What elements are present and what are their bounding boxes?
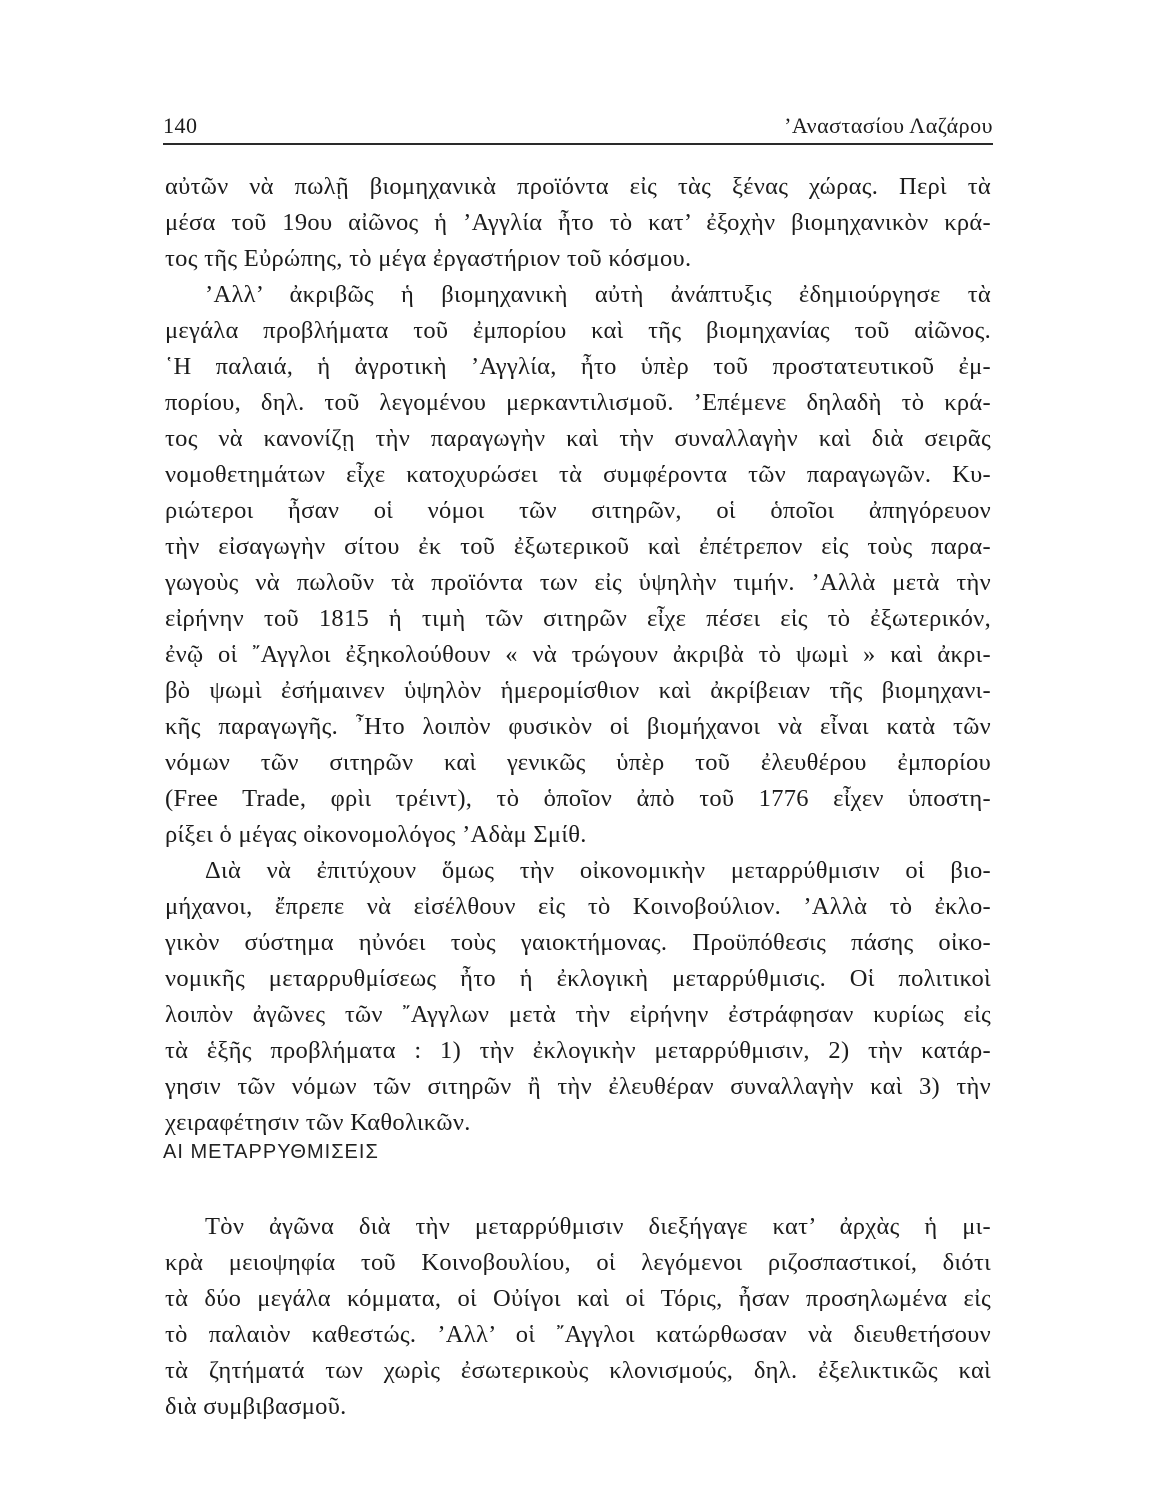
text-line: Διὰ νὰ ἐπιτύχουν ὅμως τὴν οἰκονομικὴν μεταρρύθμισιν οἱ βιο- — [205, 857, 991, 884]
text-line: ἐνῷ οἱ ῎Αγγλοι ἐξηκολούθουν « νὰ τρώγουν ἀκριβὰ τὸ ψωμὶ » καὶ ἀκρι- — [165, 641, 991, 668]
text-line: νομικῆς μεταρρυθμίσεως ἦτο ἡ ἐκλογικὴ μεταρρύθμισις. Οἱ πολιτικοὶ — [165, 965, 991, 992]
text-line: μήχανοι, ἔπρεπε νὰ εἰσέλθουν εἰς τὸ Κοινοβούλιον. ’Αλλὰ τὸ ἐκλο- — [165, 893, 991, 920]
text-line: χειραφέτησιν τῶν Καθολικῶν. — [165, 1109, 471, 1136]
running-head — [163, 113, 993, 143]
text-line: ῾Η παλαιά, ἡ ἀγροτικὴ ’Αγγλία, ἦτο ὑπὲρ τοῦ προστατευτικοῦ ἐμ- — [165, 353, 991, 380]
text-line: μέσα τοῦ 19ου αἰῶνος ἡ ’Αγγλία ἦτο τὸ κατ’ ἐξοχὴν βιομηχανικὸν κρά- — [165, 209, 991, 236]
text-line: βὸ ψωμὶ ἐσήμαινεν ὑψηλὸν ἡμερομίσθιον καὶ ἀκρίβειαν τῆς βιομηχανι- — [165, 677, 991, 704]
text-line: Τὸν ἀγῶνα διὰ τὴν μεταρρύθμισιν διεξήγαγε κατ’ ἀρχὰς ἡ μι- — [205, 1213, 991, 1240]
text-line: νόμων τῶν σιτηρῶν καὶ γενικῶς ὑπὲρ τοῦ ἐλευθέρου ἐμπορίου — [165, 749, 991, 776]
text-line: τος τῆς Εὐρώπης, τὸ μέγα ἐργαστήριον τοῦ κόσμου. — [165, 245, 692, 272]
text-line: εἰρήνην τοῦ 1815 ἡ τιμὴ τῶν σιτηρῶν εἶχε πέσει εἰς τὸ ἐξωτερικόν, — [165, 605, 991, 632]
header-rule — [163, 143, 993, 145]
text-line: γικὸν σύστημα ηὐνόει τοὺς γαιοκτήμονας. Προϋπόθεσις πάσης οἰκο- — [165, 929, 991, 956]
running-title: ’Αναστασίου Λαζάρου — [784, 113, 993, 138]
page-number: 140 — [163, 113, 198, 138]
text-line: τὰ δύο μεγάλα κόμματα, οἱ Οὐίγοι καὶ οἱ Τόρις, ἦσαν προσηλωμένα εἰς — [165, 1285, 991, 1312]
section-heading: ΑΙ ΜΕΤΑΡΡΥΘΜΙΣΕΙΣ — [163, 1141, 379, 1163]
text-line: διὰ συμβιβασμοῦ. — [165, 1393, 347, 1420]
text-line: τὸ παλαιὸν καθεστώς. ’Αλλ’ οἱ ῎Αγγλοι κατώρθωσαν νὰ διευθετήσουν — [165, 1321, 991, 1348]
text-line: τὰ ζητήματά των χωρὶς ἐσωτερικοὺς κλονισμούς, δηλ. ἐξελικτικῶς καὶ — [165, 1357, 991, 1384]
text-line: ρίξει ὁ μέγας οἰκονομολόγος ’Αδὰμ Σμίθ. — [165, 821, 587, 848]
text-line: λοιπὸν ἀγῶνες τῶν ῎Αγγλων μετὰ τὴν εἰρήνην ἐστράφησαν κυρίως εἰς — [165, 1001, 991, 1028]
text-line: τὰ ἑξῆς προβλήματα : 1) τὴν ἐκλογικὴν μεταρρύθμισιν, 2) τὴν κατάρ- — [165, 1037, 991, 1064]
text-line: γωγοὺς νὰ πωλοῦν τὰ προϊόντα των εἰς ὑψηλὴν τιμήν. ’Αλλὰ μετὰ τὴν — [165, 569, 991, 596]
text-line: ριώτεροι ἦσαν οἱ νόμοι τῶν σιτηρῶν, οἱ ὁποῖοι ἀπηγόρευον — [165, 497, 991, 524]
text-line: κρὰ μειοψηφία τοῦ Κοινοβουλίου, οἱ λεγόμενοι ριζοσπαστικοί, διότι — [165, 1249, 991, 1276]
text-line: αὐτῶν νὰ πωλῇ βιομηχανικὰ προϊόντα εἰς τὰς ξένας χώρας. Περὶ τὰ — [165, 173, 991, 200]
text-line: κῆς παραγωγῆς. ῏Ητο λοιπὸν φυσικὸν οἱ βιομήχανοι νὰ εἶναι κατὰ τῶν — [165, 713, 991, 740]
text-line: πορίου, δηλ. τοῦ λεγομένου μερκαντιλισμοῦ. ’Επέμενε δηλαδὴ τὸ κρά- — [165, 389, 991, 416]
text-line: τος νὰ κανονίζῃ τὴν παραγωγὴν καὶ τὴν συναλλαγὴν καὶ διὰ σειρᾶς — [165, 425, 991, 452]
text-line: τὴν εἰσαγωγὴν σίτου ἐκ τοῦ ἐξωτερικοῦ καὶ ἐπέτρεπον εἰς τοὺς παρα- — [165, 533, 991, 560]
text-line: ’Αλλ’ ἀκριβῶς ἡ βιομηχανικὴ αὐτὴ ἀνάπτυξις ἐδημιούργησε τὰ — [205, 281, 991, 308]
text-line: γησιν τῶν νόμων τῶν σιτηρῶν ἢ τὴν ἐλευθέραν συναλλαγὴν καὶ 3) τὴν — [165, 1073, 991, 1100]
text-line: (Free Trade, φρὶι τρέιντ), τὸ ὁποῖον ἀπὸ τοῦ 1776 εἶχεν ὑποστη- — [165, 785, 991, 812]
text-line: νομοθετημάτων εἶχε κατοχυρώσει τὰ συμφέροντα τῶν παραγωγῶν. Κυ- — [165, 461, 991, 488]
text-line: μεγάλα προβλήματα τοῦ ἐμπορίου καὶ τῆς βιομηχανίας τοῦ αἰῶνος. — [165, 317, 991, 344]
